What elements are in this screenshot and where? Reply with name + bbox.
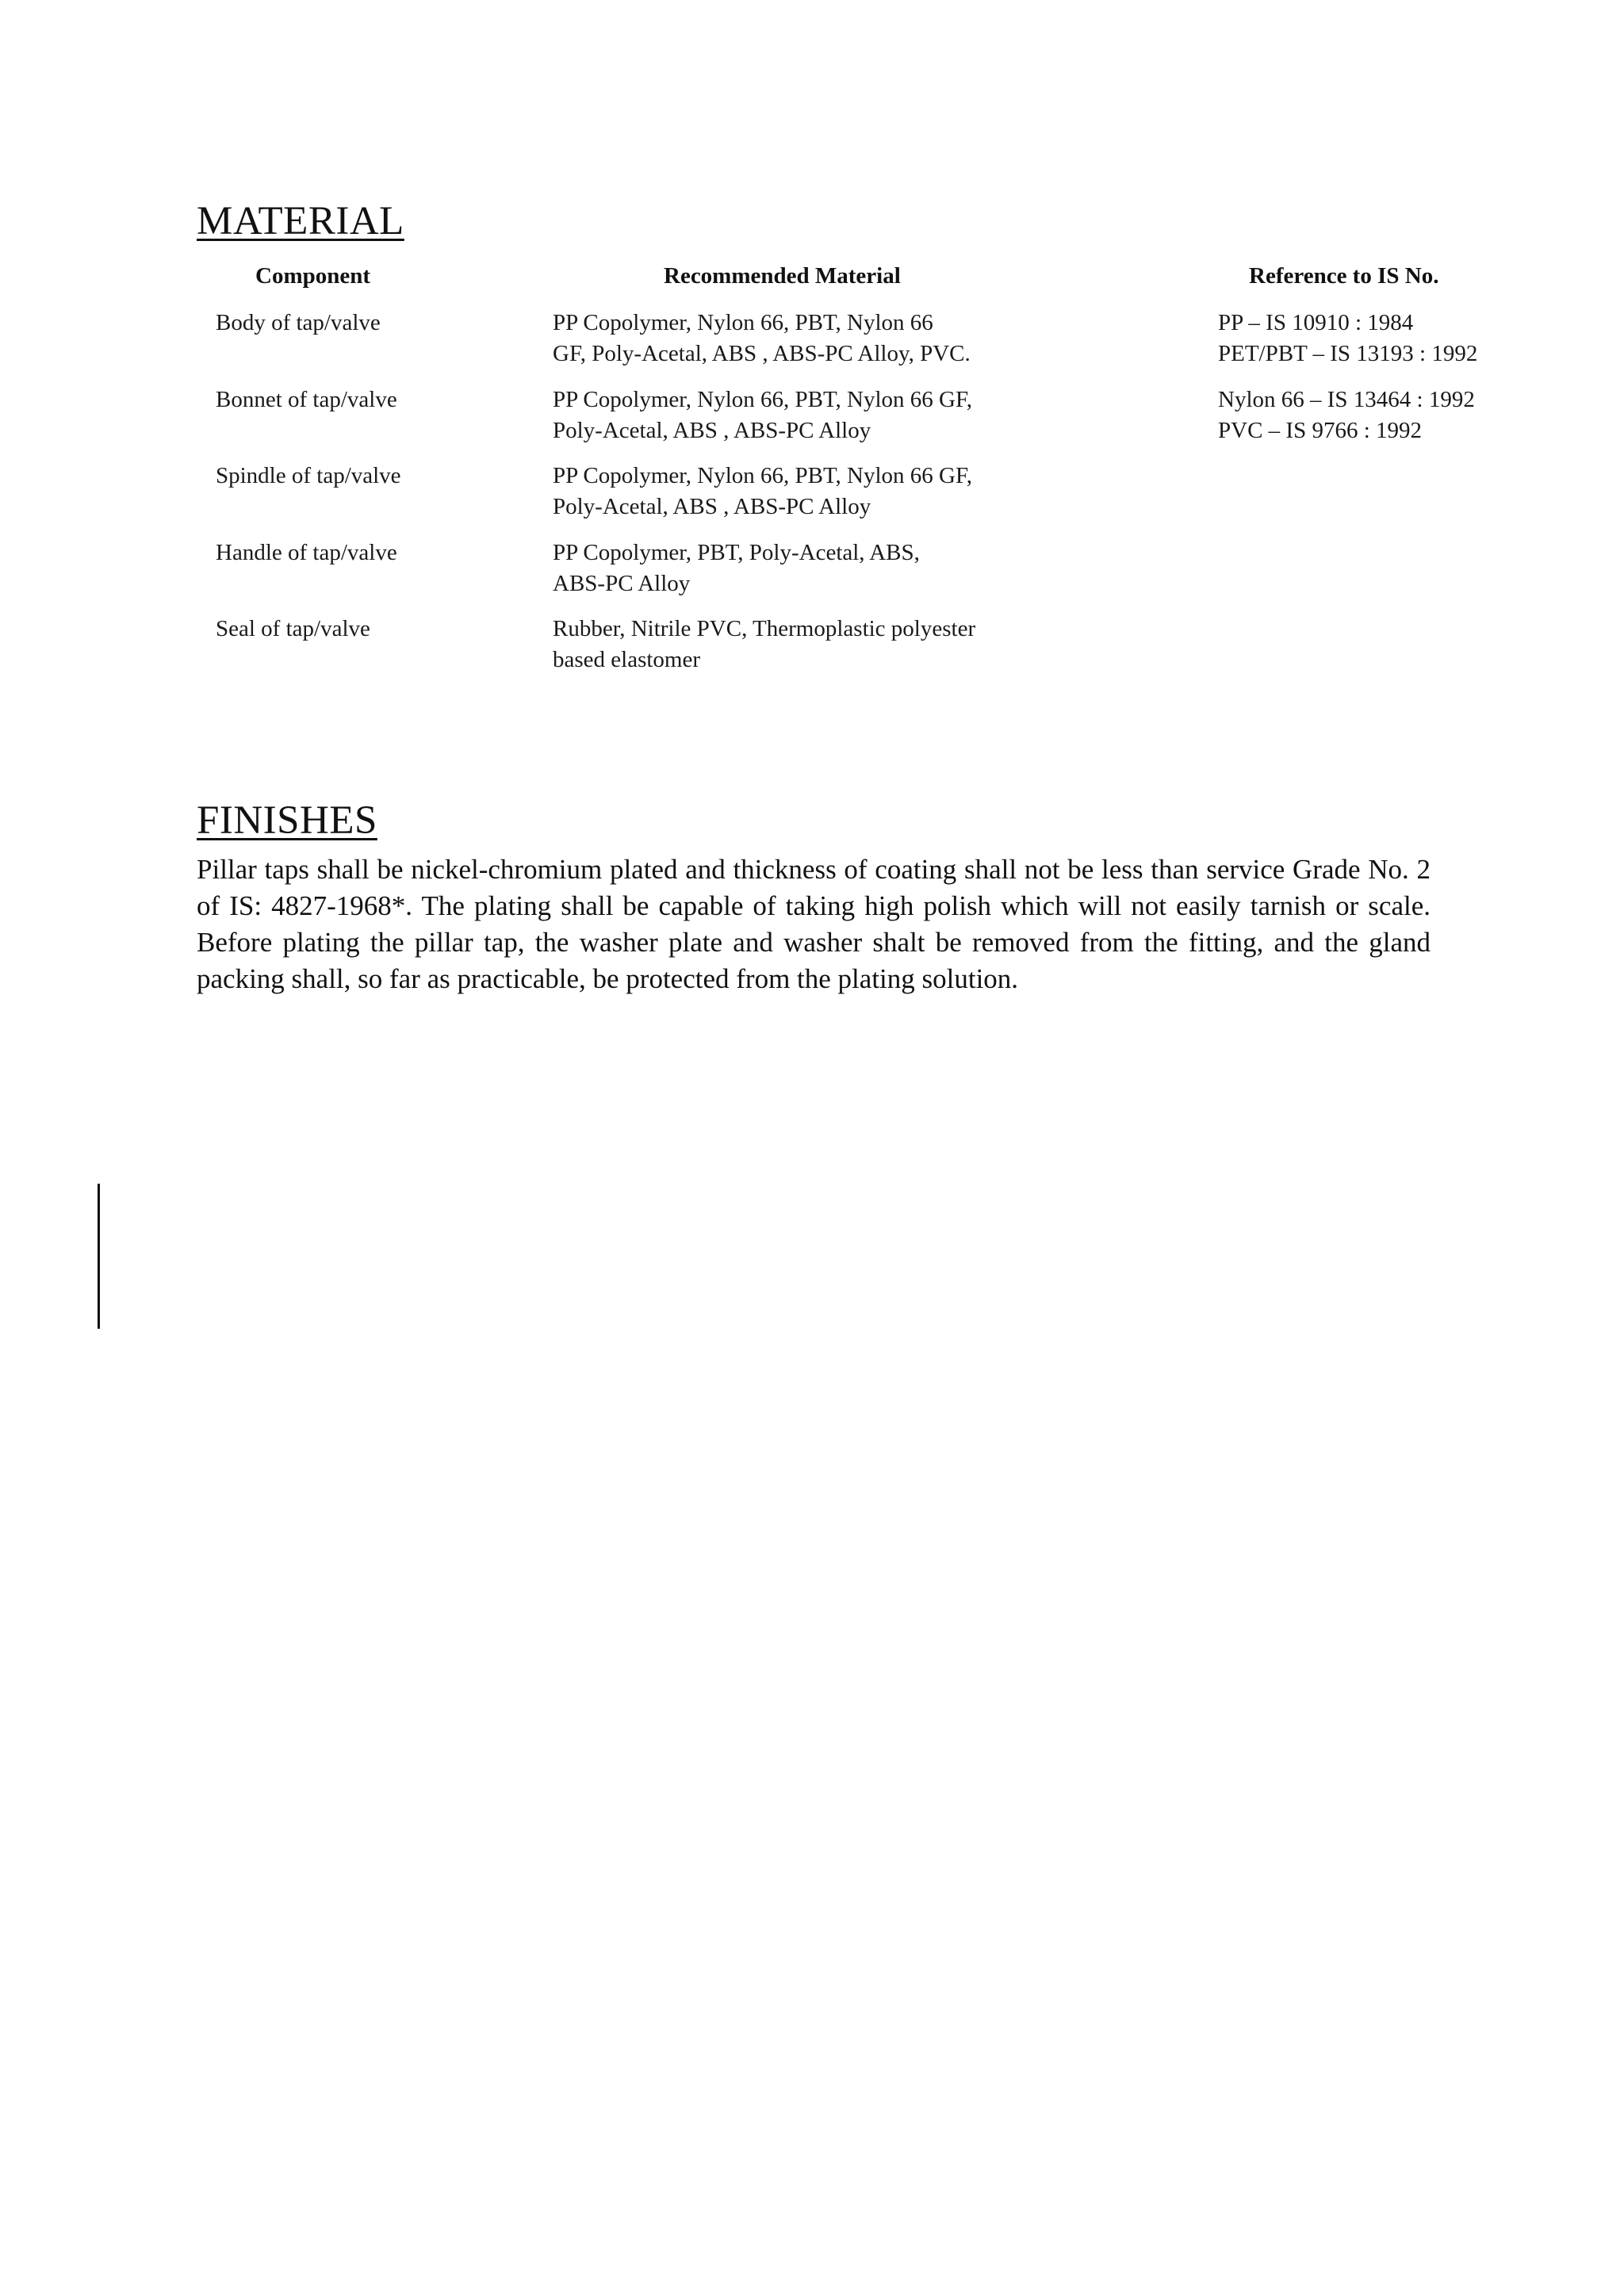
material-line: PP Copolymer, Nylon 66, PBT, Nylon 66 GF, [553,387,973,412]
table-row-component: Handle of tap/valve [216,540,397,565]
material-line: PP Copolymer, Nylon 66, PBT, Nylon 66 GF, [553,463,973,488]
material-line: Poly-Acetal, ABS , ABS-PC Alloy [553,418,871,443]
material-heading: MATERIAL [197,199,404,243]
column-header-reference: Reference to IS No. [1249,263,1439,289]
finishes-paragraph: Pillar taps shall be nickel-chromium plated and thickness of coating shall not be less than service Grade No. 2 of IS: 4827-1968*. The plating shall be capable of taking high polish which will not easily tarnish or scale. Before plating the pillar tap, the washer plate and washer shalt be removed from the fitting, and the gland packing shall, so far as practicable, be protected from the plating solution. [197,854,1431,994]
column-header-component: Component [255,263,371,289]
material-line: Rubber, Nitrile PVC, Thermoplastic polyester [553,616,976,641]
material-line: GF, Poly-Acetal, ABS , ABS-PC Alloy, PVC. [553,341,971,366]
material-line: based elastomer [553,647,701,672]
column-header-recommended-material: Recommended Material [664,263,901,289]
table-row-component: Body of tap/valve [216,310,381,335]
table-row-material [553,538,920,599]
material-line: PP Copolymer, Nylon 66, PBT, Nylon 66 [553,310,933,335]
table-row-component: Seal of tap/valve [216,616,370,641]
reference-line: PVC – IS 9766 : 1992 [1218,418,1423,443]
reference-line: Nylon 66 – IS 13464 : 1992 [1218,387,1475,412]
material-line: PP Copolymer, PBT, Poly-Acetal, ABS, [553,540,920,565]
reference-block-2 [1218,385,1475,446]
table-row-material [553,308,971,369]
reference-block-1 [1218,308,1477,369]
margin-line [98,1184,100,1329]
table-row-component: Spindle of tap/valve [216,463,401,488]
table-row-material [553,614,975,675]
table-row-material [553,461,972,522]
reference-line: PP – IS 10910 : 1984 [1218,310,1414,335]
table-row-component: Bonnet of tap/valve [216,387,397,412]
material-line: Poly-Acetal, ABS , ABS-PC Alloy [553,494,871,519]
finishes-heading: FINISHES [197,798,377,843]
reference-line: PET/PBT – IS 13193 : 1992 [1218,341,1478,366]
table-row-material [553,385,972,446]
material-line: ABS-PC Alloy [553,571,691,596]
